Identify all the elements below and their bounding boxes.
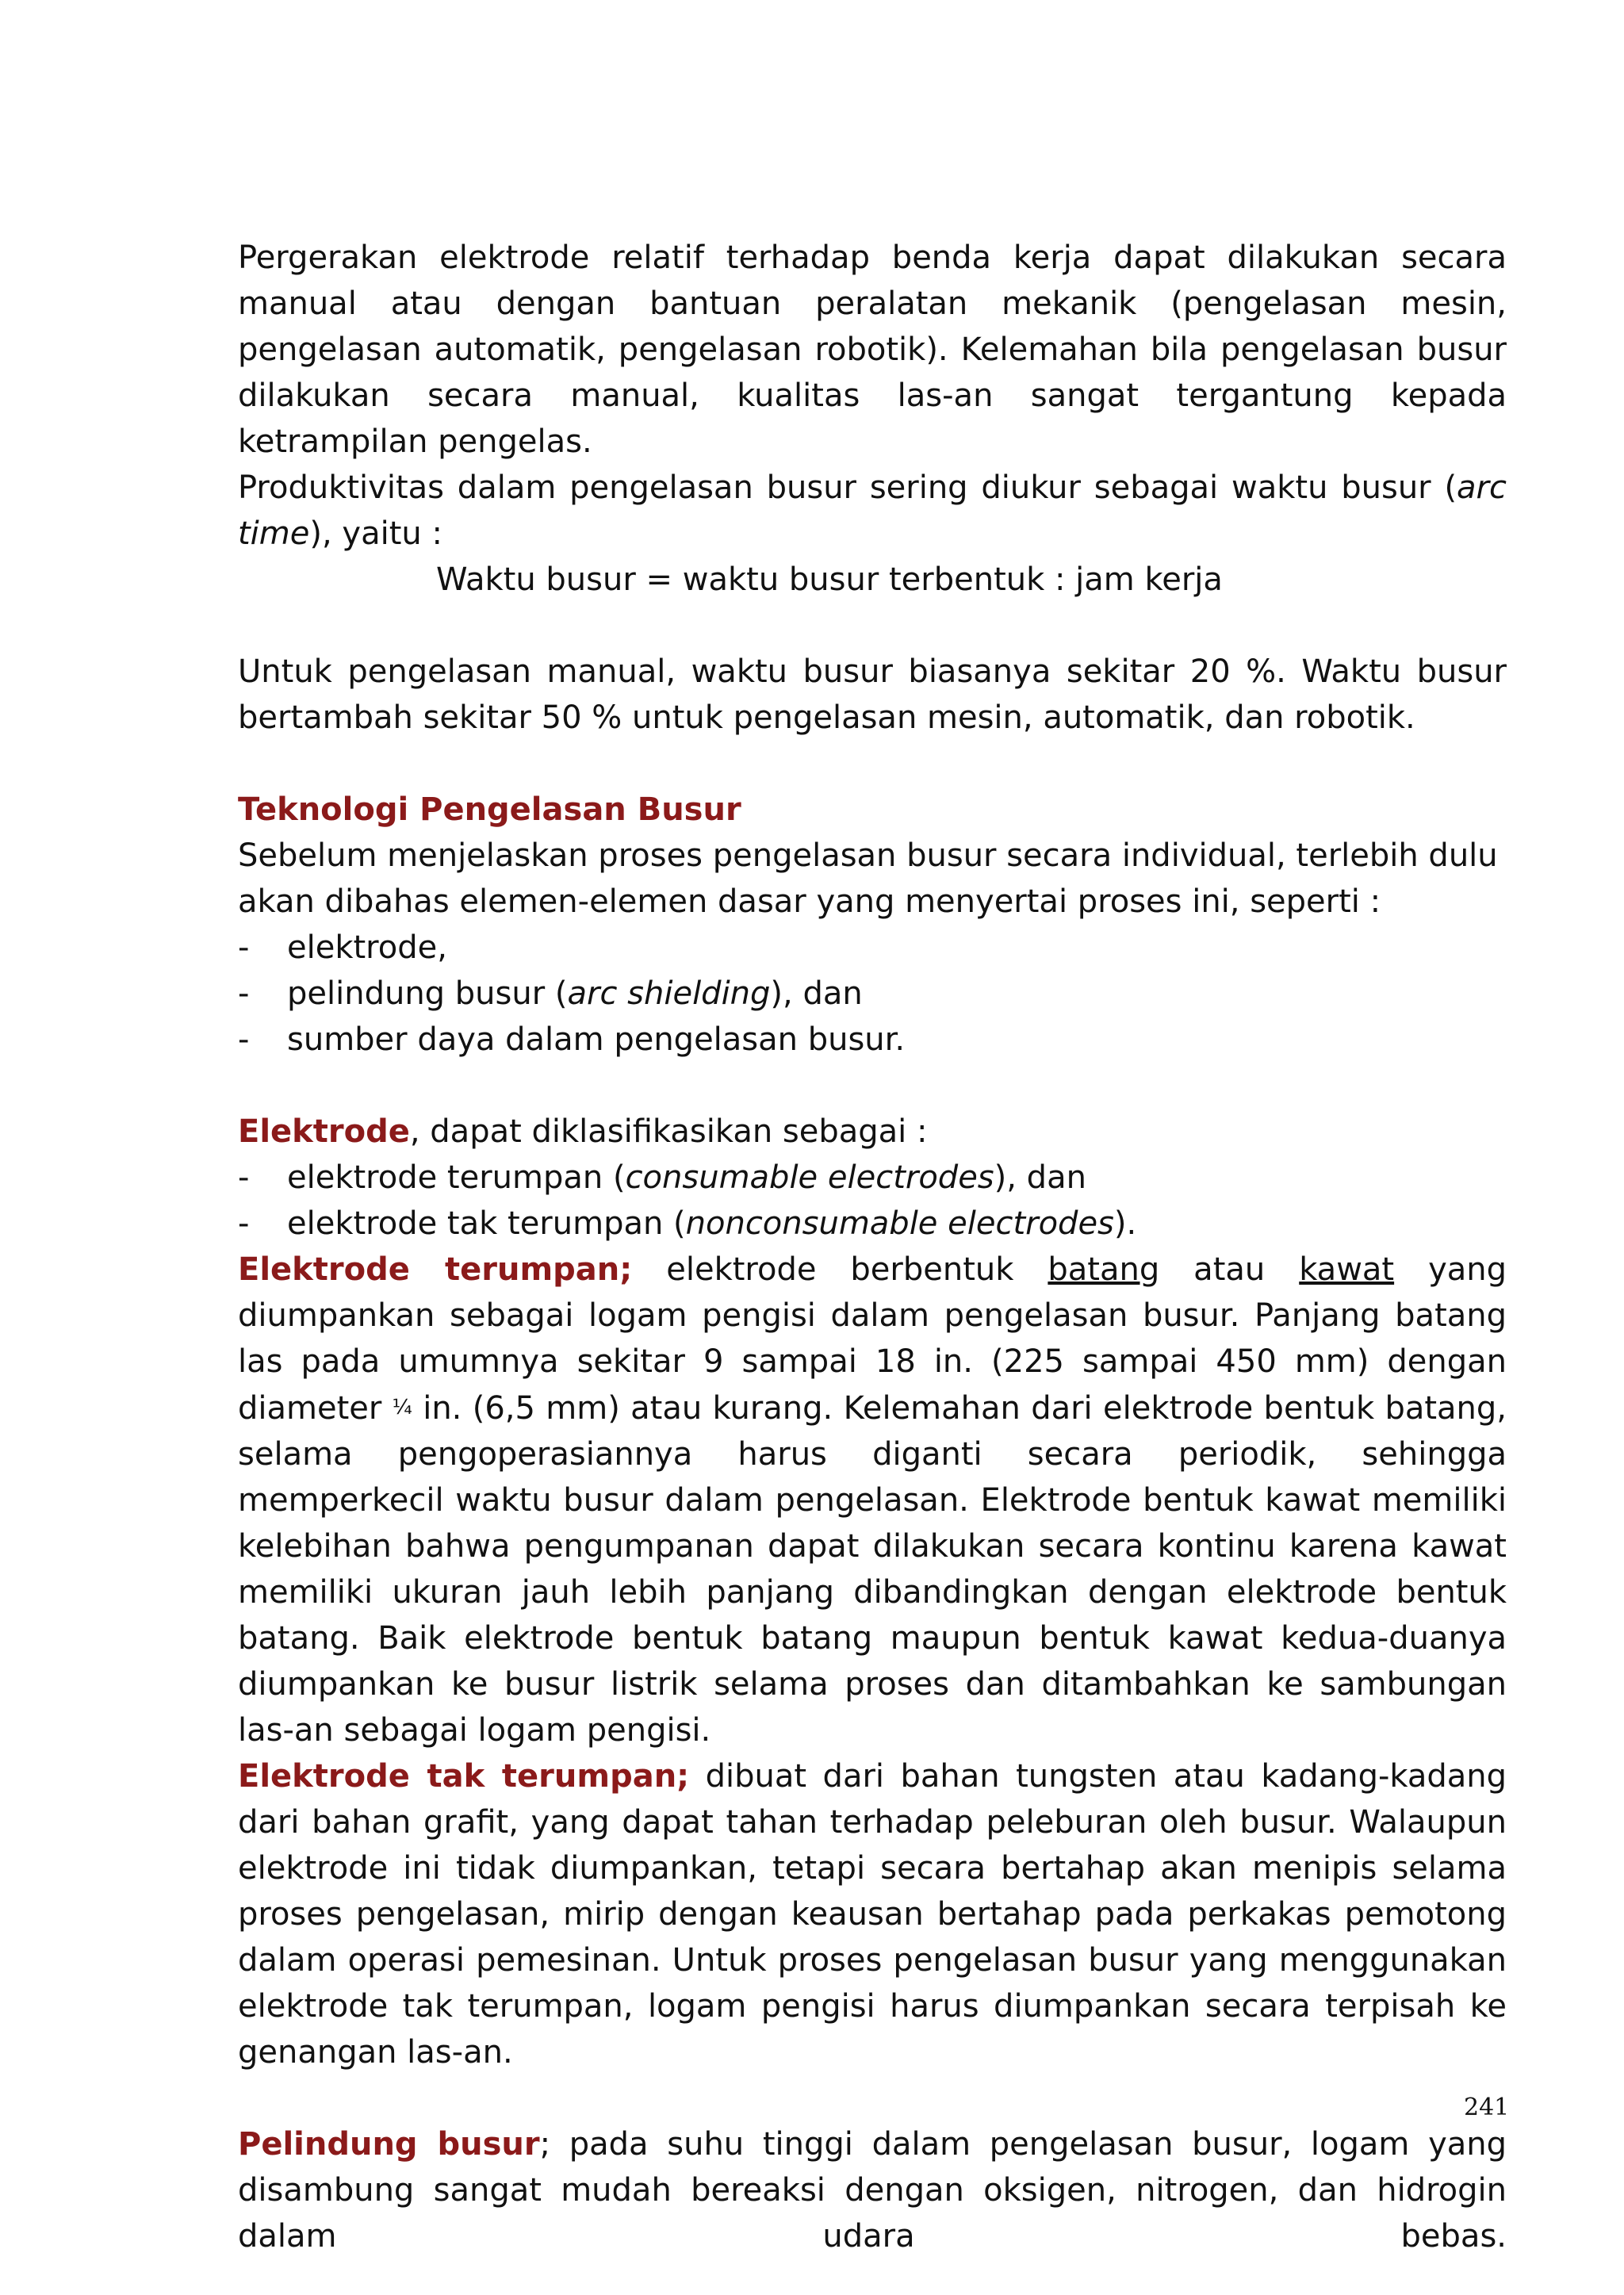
italic-term: consumable electrodes [625, 1159, 994, 1196]
text-fragment: ), yaitu : [309, 515, 442, 552]
paragraph-arc-shielding [238, 2121, 1507, 2259]
dash-bullet: - [238, 1021, 250, 1058]
formula-arc-time: Waktu busur = waktu busur terbentuk : jam kerja [436, 561, 1223, 598]
underlined-term: kawat [1299, 1251, 1395, 1288]
list-electrode-types [238, 1155, 1507, 1247]
text-fragment: , dapat diklasifikasikan sebagai : [409, 1113, 928, 1150]
list-item-text: sumber daya dalam pengelasan busur. [287, 1021, 906, 1058]
list-item-text: ). [1113, 1205, 1137, 1242]
list-item-text: elektrode terumpan ( [287, 1159, 626, 1196]
text-fragment: Produktivitas dalam pengelasan busur sering diukur sebagai waktu busur ( [238, 469, 1457, 506]
text-fragment: ; pada suhu tinggi dalam pengelasan busur, logam yang disambung sangat mudah bereaksi dengan oksigen, nitrogen, dan hidrogin dalam udara bebas. [238, 2126, 1507, 2255]
dash-bullet: - [238, 1205, 250, 1242]
paragraph-nonconsumable-electrode [238, 1753, 1507, 2075]
text-fragment: atau [1159, 1251, 1300, 1288]
list-item [238, 1201, 1507, 1247]
dash-bullet: - [238, 975, 250, 1012]
fraction-quarter: ¼ [392, 1396, 412, 1420]
section-heading: Teknologi Pengelasan Busur [238, 791, 741, 828]
list-item [238, 971, 1507, 1017]
paragraph-basic-elements: Sebelum menjelaskan proses pengelasan busur secara individual, terlebih dulu akan dibahas elemen-elemen dasar yang menyertai proses ini, seperti : [238, 837, 1498, 920]
term-elektrode-tak-terumpan: Elektrode tak terumpan; [238, 1758, 690, 1795]
list-item [238, 1017, 1507, 1063]
list-item-text: ), dan [770, 975, 863, 1012]
paragraph-productivity [238, 465, 1507, 557]
list-item-text: ), dan [994, 1159, 1086, 1196]
paragraph-arc-time-values: Untuk pengelasan manual, waktu busur biasanya sekitar 20 %. Waktu busur bertambah sekitar 50 % untuk pengelasan mesin, automatik, dan robotik. [238, 653, 1507, 736]
paragraph-consumable-electrode [238, 1247, 1507, 1753]
text-fragment: yang diumpankan sebagai logam pengisi dalam pengelasan busur. Panjang batang las pada umumnya sekitar 9 sampai 18 in. (225 sampai 450 mm) dengan diameter [238, 1251, 1507, 1427]
dash-bullet: - [238, 1159, 250, 1196]
document-page [238, 235, 1510, 2259]
spacer [238, 603, 1507, 649]
term-pelindung-busur: Pelindung busur [238, 2126, 540, 2163]
term-elektrode-terumpan: Elektrode terumpan; [238, 1251, 633, 1288]
italic-term: nonconsumable electrodes [685, 1205, 1114, 1242]
paragraph-elektrode-intro [238, 1109, 1507, 1155]
text-fragment: elektrode berbentuk [632, 1251, 1048, 1288]
italic-term: arc shielding [567, 975, 771, 1012]
list-item-text: pelindung busur ( [287, 975, 568, 1012]
spacer [238, 2075, 1510, 2121]
text-fragment: in. (6,5 mm) atau kurang. Kelemahan dari elektrode bentuk batang, selama pengoperasiannya harus diganti secara periodik, sehingga memperkecil waktu busur dalam pengelasan. Elektrode bentuk kawat memiliki kelebihan bahwa pengumpanan dapat dilakukan secara kontinu karena kawat memiliki ukuran jauh lebih panjang dibandingkan dengan elektrode bentuk batang. Baik elektrode bentuk batang maupun bentuk kawat kedua-duanya diumpankan ke busur listrik selama proses dan ditambahkan ke sambungan las-an sebagai logam pengisi. [238, 1390, 1507, 1749]
underlined-term: batang [1048, 1251, 1160, 1288]
text-fragment: dibuat dari bahan tungsten atau kadang-kadang dari bahan grafit, yang dapat tahan terhadap peleburan oleh busur. Walaupun elektrode ini tidak diumpankan, tetapi secara bertahap akan menipis selama proses pengelasan, mirip dengan keausan bertahap pada perkakas pemotong dalam operasi pemesinan. Untuk proses pengelasan busur yang menggunakan elektrode tak terumpan, logam pengisi harus diumpankan secara terpisah ke genangan las-an. [238, 1758, 1507, 2071]
italic-term: arc time [238, 469, 1507, 552]
list-item [238, 925, 1507, 971]
page-number: 241 [1464, 2094, 1510, 2121]
list-item-text: elektrode, [287, 929, 447, 966]
spacer [238, 1063, 1507, 1109]
list-item [238, 1155, 1507, 1201]
spacer [238, 741, 1507, 787]
dash-bullet: - [238, 929, 250, 966]
term-elektrode: Elektrode [238, 1113, 410, 1150]
paragraph-electrode-movement: Pergerakan elektrode relatif terhadap benda kerja dapat dilakukan secara manual atau dengan bantuan peralatan mekanik (pengelasan mesin, pengelasan automatik, pengelasan robotik). Kelemahan bila pengelasan busur dilakukan secara manual, kualitas las-an sangat tergantung kepada ketrampilan pengelas. [238, 239, 1507, 460]
list-basic-elements [238, 925, 1507, 1063]
list-item-text: elektrode tak terumpan ( [287, 1205, 686, 1242]
